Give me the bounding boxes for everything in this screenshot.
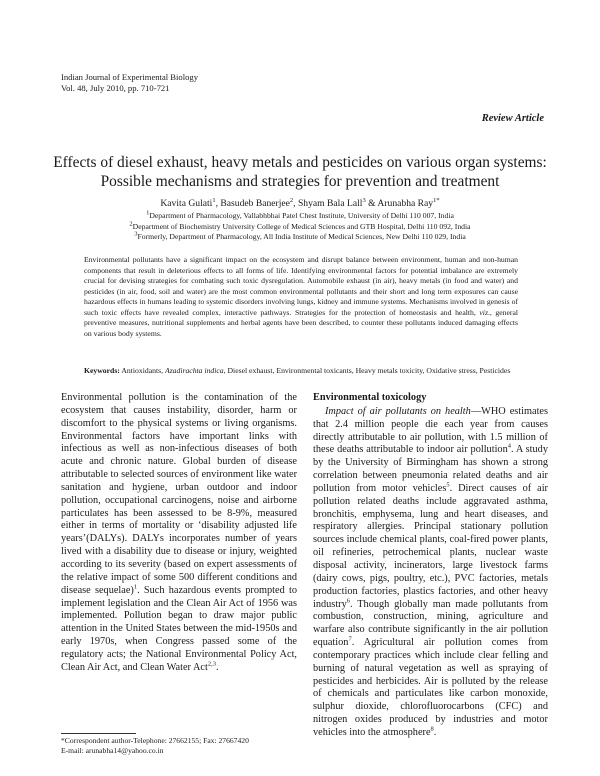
author-name: Basudeb Banerjee	[220, 198, 290, 209]
correspondent-email: E-mail: arunabha14@yahoo.co.in	[61, 746, 164, 755]
body-text: . Direct causes of air pollution related deaths include aggravated asthma, bronchitis, emphysema, lung and heart diseases, and respiratory allergies. Principal stationary pollution sources include chemical plants, coal-fired power plants, oil refineries, petrochemical plants, nuclear waste disposal activity, incinerators, large livestock farms (dairy cows, pigs, poultry, etc.), PVC factories, metals production factories, plastics factories, and other heavy industry	[313, 482, 548, 610]
author-separator: &	[365, 198, 378, 209]
citation-ref: 8	[430, 725, 434, 733]
author-separator: ,	[293, 198, 298, 209]
abstract-text-end: ., general preventive measures, nutritional supplements and herbal agents have been described, to counter these pollutants induced damaging effects on various body systems.	[84, 307, 519, 338]
abstract	[84, 255, 518, 339]
affil-sup: 3	[134, 230, 138, 238]
affil-text: Department of Biochemistry University College of Medical Sciences and GTB Hospital, Delhi 110 092, India	[132, 221, 471, 231]
affiliation	[40, 211, 560, 222]
article-type: Review Article	[481, 113, 544, 124]
affiliations	[40, 211, 560, 243]
affil-text: Formerly, Department of Pharmacology, All India Institute of Medical Sciences, New Delhi 110 029, India	[137, 232, 466, 241]
keywords	[84, 366, 518, 377]
author-name: Arunabha Ray	[377, 198, 434, 209]
journal-name: Indian Journal of Experimental Biology	[61, 72, 198, 82]
citation-ref: 5	[446, 481, 450, 489]
body-text: —WHO estimates that 2.4 million people die each year from causes directly attributable to air pollution, with 1.5 million of these deaths attributable to indoor air pollution	[313, 405, 549, 456]
section-heading: Environmental toxicology	[313, 392, 427, 403]
footnote	[61, 736, 249, 756]
author-affil-sup: 1	[433, 196, 437, 204]
author-name: Kavita Gulati	[160, 198, 213, 209]
keywords-text: Antioxidants,	[119, 366, 165, 375]
right-column	[313, 392, 548, 740]
section-paragraph	[313, 406, 548, 740]
body-text: .	[215, 661, 219, 673]
abstract-viz: viz	[479, 307, 488, 317]
subsection-lead: Impact of air pollutants on health	[325, 405, 471, 417]
author-affil-sup: 2	[289, 196, 294, 204]
author-affil-sup: 3	[362, 196, 366, 204]
title-line-1: Effects of diesel exhaust, heavy metals and pesticides on various organ systems:	[53, 154, 547, 171]
affiliation	[40, 219, 560, 233]
article-title	[40, 153, 560, 191]
citation-ref: 4	[507, 442, 511, 450]
footnote-rule	[61, 733, 136, 734]
correspondent-contact: *Correspondent author-Telephone: 27662155; Fax: 27667420	[61, 736, 249, 745]
body-text: . A study by the University of Birmingham has shown a strong correlation between pneumonia related deaths and air pollution from motor vehicles	[313, 444, 548, 494]
citation-ref: 2,3	[207, 660, 216, 668]
citation-ref: 6	[346, 597, 351, 605]
author-separator: ,	[215, 198, 221, 209]
author-name: Shyam Bala Lall	[297, 198, 363, 209]
affil-text: Department of Pharmacology, Vallabhbhai Patel Chest Institute, University of Delhi 110 007, India	[149, 211, 454, 220]
affil-sup: 2	[129, 219, 133, 227]
citation-ref: 1	[133, 583, 138, 591]
citation-ref: 7	[348, 635, 352, 643]
affiliation	[40, 232, 560, 243]
abstract-text: Environmental pollutants have a significant impact on the ecosystem and disrupt balance between environment, human and non-human components that result in deleterious effects to all forms of life. Identifying environmental factors for potential imbalance are extremely crucial for devising strategies for combating such toxic dysregulation. Automobile exhaust (in air), heavy metals (in food and water) and pesticides (in air, food, soil and water) are the most common environmental pollutants and their short and long term exposures can cause hazardous effects in humans leading to systemic disorders involving lungs, kidney and immune systems. Mechanisms involved in genesis of such toxic effects have revealed complex, interactive pathways. Strategies for the protection of homeostasis and health,	[84, 255, 518, 317]
body-text: .	[433, 726, 437, 738]
body-text: . Agricultural air pollution comes from contemporary practices which include clear felling and burning of natural vegetation as well as spraying of pesticides and herbicides. Air is polluted by the release of chemicals and particulates like carbon monoxide, sulphur dioxide, chlorofluorocarbons (CFC) and nitrogen oxides produced by industries and motor vehicles into the atmosphere	[313, 637, 548, 738]
keywords-label: Keywords:	[84, 366, 120, 375]
left-column	[61, 392, 297, 675]
journal-volume: Vol. 48, July 2010, pp. 710-721	[61, 83, 170, 93]
title-line-2: Possible mechanisms and strategies for prevention and treatment	[100, 173, 500, 190]
body-text: . Though globally man made pollutants from combustion, construction, mining, agriculture and warfare also contribute significantly in the air pollution equation	[313, 598, 548, 649]
affil-sup: 1	[146, 209, 150, 217]
body-text: Environmental pollution is the contamination of the ecosystem that causes instability, disorder, harm or discomfort to the physical systems or living organisms. Environmental factors have important links with infectious as well as non-infectious diseases of both acute and chronic nature. Global burden of disease attributable to selected sources of environment like water sanitation and hygiene, urban outdoor and indoor pollution, occupational carcinogens, noise and airborne particulates has been assessed to be 8-9%, measured either in terms of mortality or ‘disability adjusted life years’(DALYs). DALYs incorporates number of years lived with a disability due to disease or injury, weighted according to its severity (based on expert assessments of the relative impact of some 500 different conditions and disease sequelae)	[61, 392, 297, 596]
journal-header	[61, 72, 198, 94]
body-text: . Such hazardous events prompted to implement legislation and the Clean Air Act of 1956 was implemented. Pollution began to draw major public attention in the United States between the mid-1950s and early 1970s, when Congress passed some of the regulatory acts; the National Environmental Policy Act, Clean Air Act, and Clean Water Act	[61, 584, 297, 673]
corresponding-mark: *	[436, 196, 440, 204]
author-list	[40, 198, 560, 209]
keywords-italic: Azadirachta indica	[164, 366, 224, 375]
author-affil-sup: 1	[212, 196, 216, 204]
keywords-text-end: , Diesel exhaust, Environmental toxicants, Heavy metals toxicity, Oxidative stress, Pesticides	[223, 366, 511, 375]
